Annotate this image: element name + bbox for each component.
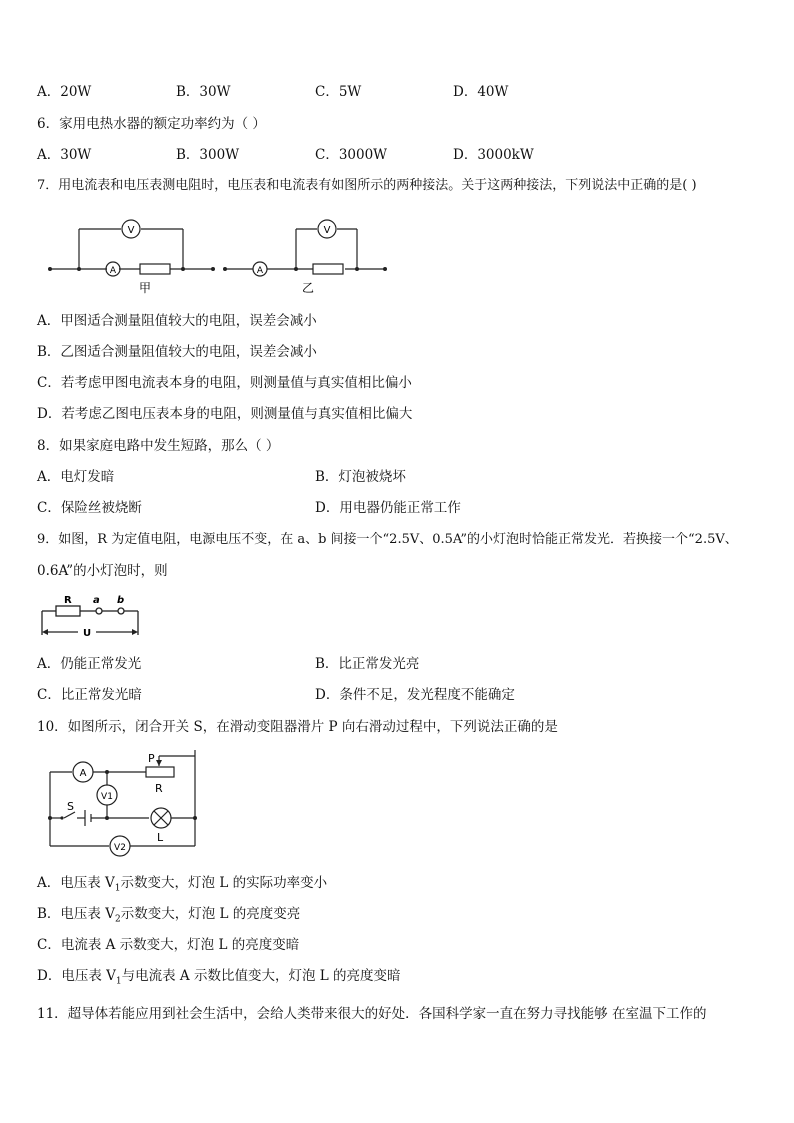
q9-a-label: a xyxy=(93,595,100,606)
q5-option-d: D．40W xyxy=(453,84,509,100)
q9-option-d: D．条件不足，发光程度不能确定 xyxy=(315,687,515,703)
q7-option-c: C．若考虑甲图电流表本身的电阻，则测量值与真实值相比偏小 xyxy=(37,375,412,391)
q7-a-label-jia: A xyxy=(109,266,117,276)
q6-option-c: C．3000W xyxy=(315,147,388,163)
q8-stem: 8．如果家庭电路中发生短路，那么（ ） xyxy=(37,438,280,454)
q9-option-a: A．仍能正常发光 xyxy=(37,656,142,672)
q10-v1-label: V1 xyxy=(101,792,113,802)
q9-stem-line2: 0.6A”的小灯泡时，则 xyxy=(37,563,168,579)
q8-option-a: A．电灯发暗 xyxy=(37,469,115,485)
q9-circuit-figure xyxy=(38,593,146,641)
q10-option-b: B．电压表 $V_2$示数变大，灯泡 L 的亮度变亮 xyxy=(37,906,301,925)
q6-option-b: B．300W xyxy=(176,147,240,163)
q10-option-c: C．电流表 A 示数变大，灯泡 L 的亮度变暗 xyxy=(37,937,300,953)
q7-stem: 7．用电流表和电压表测电阻时，电压表和电流表有如图所示的两种接法。关于这两种接法，下列说法中正确的是( ) xyxy=(37,178,697,193)
q9-stem-line1: 9．如图，R 为定值电阻，电源电压不变，在 a、b 间接一个“2.5V、0.5A”的小灯泡时恰能正常发光．若换接一个“2.5V、 xyxy=(37,532,738,547)
q6-option-d: D．3000kW xyxy=(453,147,534,163)
q9-r-label: R xyxy=(64,595,72,606)
q11-stem: 11．超导体若能应用到社会生活中，会给人类带来很大的好处．各国科学家一直在努力寻找能够 在室温下工作的 xyxy=(37,1006,707,1022)
q10-v2-label: V2 xyxy=(114,843,126,853)
q9-option-b: B．比正常发光亮 xyxy=(315,656,420,672)
q9-b-label: b xyxy=(117,595,125,606)
q10-s-label: S xyxy=(67,800,74,813)
q8-option-d: D．用电器仍能正常工作 xyxy=(315,500,461,516)
q10-p-label: P xyxy=(148,752,155,765)
q7-v-label-yi: V xyxy=(323,225,331,236)
q7-label-yi: 乙 xyxy=(301,281,315,295)
q7-label-jia: 甲 xyxy=(138,281,152,295)
q5-option-a: A．20W xyxy=(37,84,92,100)
q5-option-b: B．30W xyxy=(176,84,231,100)
q10-option-d: D．电压表 $V_1$与电流表 A 示数比值变大，灯泡 L 的亮度变暗 xyxy=(37,968,401,987)
q8-option-b: B．灯泡被烧坏 xyxy=(315,469,406,485)
q7-option-a: A．甲图适合测量阻值较大的电阻，误差会减小 xyxy=(37,313,317,329)
q10-option-a: A．电压表 $V_1$示数变大，灯泡 L 的实际功率变小 xyxy=(37,875,328,894)
q6-stem: 6．家用电热水器的额定功率约为（ ） xyxy=(37,116,266,132)
q7-option-d: D．若考虑乙图电压表本身的电阻，则测量值与真实值相比偏大 xyxy=(37,406,413,422)
q8-option-c: C．保险丝被烧断 xyxy=(37,500,142,516)
q9-option-c: C．比正常发光暗 xyxy=(37,687,142,703)
q9-u-label: U xyxy=(82,628,92,639)
q10-stem: 10．如图所示，闭合开关 S，在滑动变阻器滑片 P 向右滑动过程中，下列说法正确的是 xyxy=(37,719,558,735)
q7-v-label-jia: V xyxy=(127,225,135,236)
q10-circuit-figure xyxy=(45,748,205,860)
q6-option-a: A．30W xyxy=(37,147,92,163)
q10-r-label: R xyxy=(155,782,163,795)
q5-option-c: C．5W xyxy=(315,84,362,100)
q7-circuit-figure xyxy=(45,215,395,297)
q7-a-label-yi: A xyxy=(256,266,264,276)
q10-l-label: L xyxy=(157,831,164,844)
q7-option-b: B．乙图适合测量阻值较大的电阻，误差会减小 xyxy=(37,344,317,360)
q10-ammeter-label: A xyxy=(79,768,87,779)
